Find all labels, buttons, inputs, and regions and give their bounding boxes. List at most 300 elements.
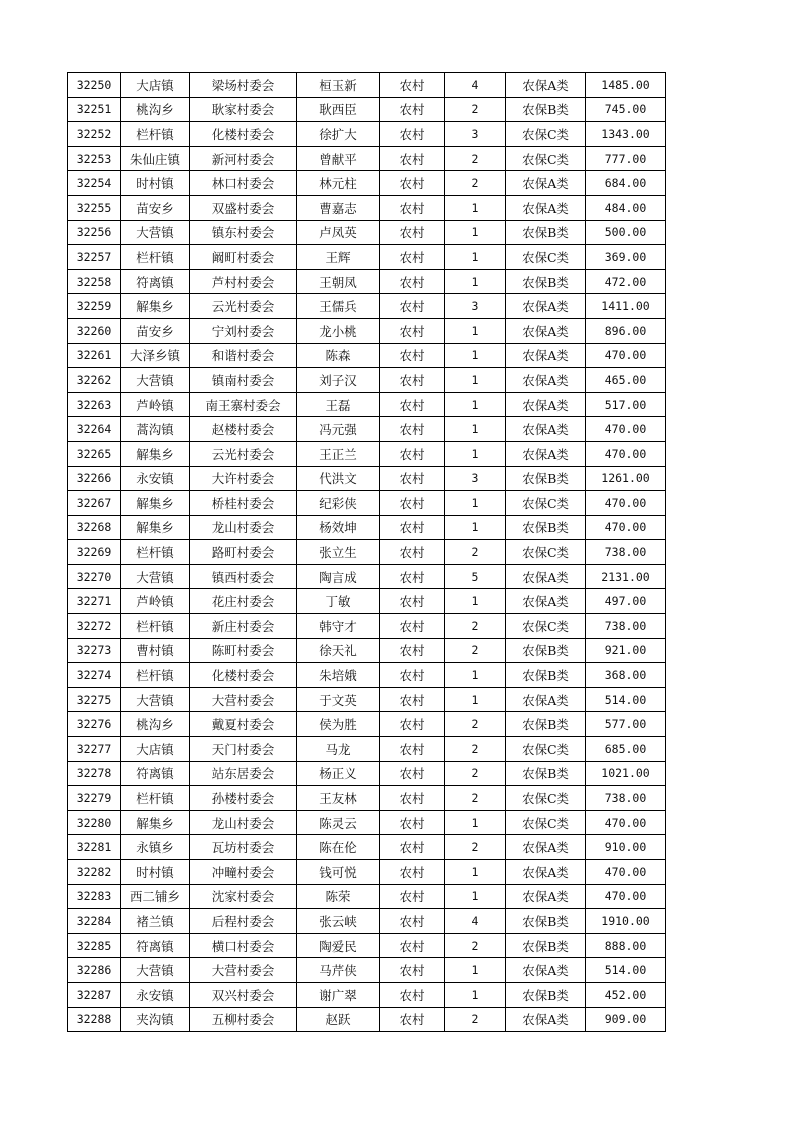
table-row: [68, 466, 666, 491]
record-id-cell: 32266: [68, 466, 121, 491]
records-table: [67, 72, 666, 1032]
village-committee-cell: 桥桂村委会: [190, 491, 297, 516]
town-cell: 大店镇: [121, 73, 190, 98]
amount-cell: 470.00: [586, 860, 666, 885]
amount-cell: 472.00: [586, 269, 666, 294]
area-type-cell: 农村: [380, 564, 445, 589]
table-row: [68, 245, 666, 270]
household-count-cell: 1: [445, 860, 506, 885]
record-id-cell: 32271: [68, 589, 121, 614]
household-count-cell: 1: [445, 245, 506, 270]
town-cell: 芦岭镇: [121, 589, 190, 614]
table-row: [68, 220, 666, 245]
person-name-cell: 王辉: [297, 245, 380, 270]
village-committee-cell: 冲疃村委会: [190, 860, 297, 885]
village-committee-cell: 后程村委会: [190, 909, 297, 934]
household-count-cell: 2: [445, 737, 506, 762]
record-id-cell: 32279: [68, 786, 121, 811]
village-committee-cell: 大许村委会: [190, 466, 297, 491]
person-name-cell: 陈森: [297, 343, 380, 368]
table-row: [68, 441, 666, 466]
insurance-category-cell: 农保B类: [506, 712, 586, 737]
insurance-category-cell: 农保B类: [506, 515, 586, 540]
table-body: [68, 73, 666, 1032]
household-count-cell: 1: [445, 441, 506, 466]
table-row: [68, 73, 666, 98]
table-row: [68, 269, 666, 294]
area-type-cell: 农村: [380, 122, 445, 147]
area-type-cell: 农村: [380, 73, 445, 98]
amount-cell: 745.00: [586, 97, 666, 122]
town-cell: 时村镇: [121, 171, 190, 196]
household-count-cell: 4: [445, 73, 506, 98]
town-cell: 解集乡: [121, 491, 190, 516]
amount-cell: 738.00: [586, 614, 666, 639]
area-type-cell: 农村: [380, 343, 445, 368]
record-id-cell: 32285: [68, 933, 121, 958]
village-committee-cell: 沈家村委会: [190, 884, 297, 909]
amount-cell: 484.00: [586, 195, 666, 220]
insurance-category-cell: 农保B类: [506, 909, 586, 934]
town-cell: 时村镇: [121, 860, 190, 885]
area-type-cell: 农村: [380, 860, 445, 885]
household-count-cell: 2: [445, 786, 506, 811]
table-row: [68, 318, 666, 343]
insurance-category-cell: 农保C类: [506, 786, 586, 811]
table-row: [68, 958, 666, 983]
insurance-category-cell: 农保A类: [506, 564, 586, 589]
area-type-cell: 农村: [380, 663, 445, 688]
town-cell: 大营镇: [121, 958, 190, 983]
table-row: [68, 122, 666, 147]
insurance-category-cell: 农保A类: [506, 171, 586, 196]
area-type-cell: 农村: [380, 712, 445, 737]
table-row: [68, 97, 666, 122]
village-committee-cell: 陈町村委会: [190, 638, 297, 663]
amount-cell: 465.00: [586, 368, 666, 393]
amount-cell: 738.00: [586, 540, 666, 565]
insurance-category-cell: 农保A类: [506, 1007, 586, 1032]
area-type-cell: 农村: [380, 835, 445, 860]
insurance-category-cell: 农保B类: [506, 97, 586, 122]
amount-cell: 470.00: [586, 441, 666, 466]
household-count-cell: 1: [445, 269, 506, 294]
village-committee-cell: 双兴村委会: [190, 982, 297, 1007]
record-id-cell: 32272: [68, 614, 121, 639]
insurance-category-cell: 农保A类: [506, 687, 586, 712]
village-committee-cell: 孙楼村委会: [190, 786, 297, 811]
record-id-cell: 32288: [68, 1007, 121, 1032]
record-id-cell: 32269: [68, 540, 121, 565]
person-name-cell: 陈荣: [297, 884, 380, 909]
village-committee-cell: 赵楼村委会: [190, 417, 297, 442]
record-id-cell: 32273: [68, 638, 121, 663]
town-cell: 桃沟乡: [121, 712, 190, 737]
table-row: [68, 540, 666, 565]
record-id-cell: 32263: [68, 392, 121, 417]
area-type-cell: 农村: [380, 909, 445, 934]
record-id-cell: 32280: [68, 810, 121, 835]
household-count-cell: 1: [445, 318, 506, 343]
village-committee-cell: 镇南村委会: [190, 368, 297, 393]
amount-cell: 2131.00: [586, 564, 666, 589]
village-committee-cell: 五柳村委会: [190, 1007, 297, 1032]
amount-cell: 470.00: [586, 343, 666, 368]
area-type-cell: 农村: [380, 982, 445, 1007]
table-row: [68, 294, 666, 319]
insurance-category-cell: 农保A类: [506, 73, 586, 98]
table-row: [68, 564, 666, 589]
village-committee-cell: 和谐村委会: [190, 343, 297, 368]
person-name-cell: 陈灵云: [297, 810, 380, 835]
record-id-cell: 32258: [68, 269, 121, 294]
table-row: [68, 663, 666, 688]
insurance-category-cell: 农保C类: [506, 122, 586, 147]
household-count-cell: 2: [445, 712, 506, 737]
area-type-cell: 农村: [380, 540, 445, 565]
record-id-cell: 32275: [68, 687, 121, 712]
area-type-cell: 农村: [380, 761, 445, 786]
table-row: [68, 392, 666, 417]
insurance-category-cell: 农保A类: [506, 294, 586, 319]
village-committee-cell: 新河村委会: [190, 146, 297, 171]
town-cell: 芦岭镇: [121, 392, 190, 417]
person-name-cell: 马芹侠: [297, 958, 380, 983]
area-type-cell: 农村: [380, 220, 445, 245]
record-id-cell: 32262: [68, 368, 121, 393]
record-id-cell: 32250: [68, 73, 121, 98]
record-id-cell: 32264: [68, 417, 121, 442]
amount-cell: 1910.00: [586, 909, 666, 934]
village-committee-cell: 横口村委会: [190, 933, 297, 958]
household-count-cell: 3: [445, 122, 506, 147]
record-id-cell: 32286: [68, 958, 121, 983]
village-committee-cell: 梁场村委会: [190, 73, 297, 98]
amount-cell: 452.00: [586, 982, 666, 1007]
record-id-cell: 32259: [68, 294, 121, 319]
record-id-cell: 32253: [68, 146, 121, 171]
amount-cell: 909.00: [586, 1007, 666, 1032]
person-name-cell: 耿西臣: [297, 97, 380, 122]
table-row: [68, 835, 666, 860]
insurance-category-cell: 农保A类: [506, 958, 586, 983]
record-id-cell: 32256: [68, 220, 121, 245]
table-row: [68, 786, 666, 811]
insurance-category-cell: 农保C类: [506, 737, 586, 762]
person-name-cell: 马龙: [297, 737, 380, 762]
household-count-cell: 2: [445, 171, 506, 196]
village-committee-cell: 龙山村委会: [190, 810, 297, 835]
village-committee-cell: 化楼村委会: [190, 122, 297, 147]
insurance-category-cell: 农保B类: [506, 638, 586, 663]
area-type-cell: 农村: [380, 589, 445, 614]
area-type-cell: 农村: [380, 417, 445, 442]
town-cell: 解集乡: [121, 810, 190, 835]
insurance-category-cell: 农保A类: [506, 392, 586, 417]
table-row: [68, 712, 666, 737]
person-name-cell: 陶爱民: [297, 933, 380, 958]
village-committee-cell: 路町村委会: [190, 540, 297, 565]
record-id-cell: 32277: [68, 737, 121, 762]
town-cell: 褚兰镇: [121, 909, 190, 934]
town-cell: 大店镇: [121, 737, 190, 762]
household-count-cell: 1: [445, 982, 506, 1007]
table-row: [68, 761, 666, 786]
record-id-cell: 32282: [68, 860, 121, 885]
town-cell: 永安镇: [121, 466, 190, 491]
town-cell: 符离镇: [121, 761, 190, 786]
village-committee-cell: 云光村委会: [190, 441, 297, 466]
area-type-cell: 农村: [380, 441, 445, 466]
village-committee-cell: 阚町村委会: [190, 245, 297, 270]
insurance-category-cell: 农保A类: [506, 441, 586, 466]
person-name-cell: 王磊: [297, 392, 380, 417]
amount-cell: 497.00: [586, 589, 666, 614]
insurance-category-cell: 农保A类: [506, 368, 586, 393]
record-id-cell: 32274: [68, 663, 121, 688]
record-id-cell: 32261: [68, 343, 121, 368]
table-row: [68, 491, 666, 516]
area-type-cell: 农村: [380, 491, 445, 516]
insurance-category-cell: 农保C类: [506, 810, 586, 835]
table-row: [68, 737, 666, 762]
household-count-cell: 5: [445, 564, 506, 589]
person-name-cell: 曹嘉志: [297, 195, 380, 220]
area-type-cell: 农村: [380, 933, 445, 958]
person-name-cell: 徐天礼: [297, 638, 380, 663]
town-cell: 大营镇: [121, 368, 190, 393]
insurance-category-cell: 农保C类: [506, 146, 586, 171]
area-type-cell: 农村: [380, 146, 445, 171]
town-cell: 解集乡: [121, 441, 190, 466]
table-row: [68, 515, 666, 540]
amount-cell: 514.00: [586, 958, 666, 983]
insurance-category-cell: 农保A类: [506, 835, 586, 860]
town-cell: 苗安乡: [121, 195, 190, 220]
record-id-cell: 32252: [68, 122, 121, 147]
record-id-cell: 32278: [68, 761, 121, 786]
household-count-cell: 2: [445, 638, 506, 663]
table-row: [68, 933, 666, 958]
household-count-cell: 1: [445, 884, 506, 909]
record-id-cell: 32267: [68, 491, 121, 516]
area-type-cell: 农村: [380, 810, 445, 835]
person-name-cell: 杨正义: [297, 761, 380, 786]
amount-cell: 517.00: [586, 392, 666, 417]
village-committee-cell: 花庄村委会: [190, 589, 297, 614]
town-cell: 蒿沟镇: [121, 417, 190, 442]
person-name-cell: 韩守才: [297, 614, 380, 639]
village-committee-cell: 龙山村委会: [190, 515, 297, 540]
record-id-cell: 32251: [68, 97, 121, 122]
area-type-cell: 农村: [380, 294, 445, 319]
table-row: [68, 146, 666, 171]
town-cell: 曹村镇: [121, 638, 190, 663]
person-name-cell: 赵跃: [297, 1007, 380, 1032]
amount-cell: 1343.00: [586, 122, 666, 147]
town-cell: 苗安乡: [121, 318, 190, 343]
household-count-cell: 2: [445, 835, 506, 860]
village-committee-cell: 戴夏村委会: [190, 712, 297, 737]
amount-cell: 910.00: [586, 835, 666, 860]
person-name-cell: 陈在伦: [297, 835, 380, 860]
amount-cell: 577.00: [586, 712, 666, 737]
person-name-cell: 刘子汉: [297, 368, 380, 393]
household-count-cell: 1: [445, 343, 506, 368]
insurance-category-cell: 农保A类: [506, 589, 586, 614]
village-committee-cell: 耿家村委会: [190, 97, 297, 122]
insurance-category-cell: 农保B类: [506, 269, 586, 294]
household-count-cell: 1: [445, 958, 506, 983]
area-type-cell: 农村: [380, 884, 445, 909]
village-committee-cell: 云光村委会: [190, 294, 297, 319]
insurance-category-cell: 农保B类: [506, 933, 586, 958]
person-name-cell: 张云峡: [297, 909, 380, 934]
village-committee-cell: 宁刘村委会: [190, 318, 297, 343]
household-count-cell: 1: [445, 515, 506, 540]
person-name-cell: 谢广翠: [297, 982, 380, 1007]
table-row: [68, 884, 666, 909]
person-name-cell: 桓玉新: [297, 73, 380, 98]
area-type-cell: 农村: [380, 318, 445, 343]
insurance-category-cell: 农保C类: [506, 491, 586, 516]
table-row: [68, 589, 666, 614]
amount-cell: 1021.00: [586, 761, 666, 786]
town-cell: 永镇乡: [121, 835, 190, 860]
household-count-cell: 2: [445, 540, 506, 565]
town-cell: 大营镇: [121, 220, 190, 245]
person-name-cell: 钱可悦: [297, 860, 380, 885]
village-committee-cell: 大营村委会: [190, 958, 297, 983]
table-row: [68, 909, 666, 934]
amount-cell: 888.00: [586, 933, 666, 958]
person-name-cell: 冯元强: [297, 417, 380, 442]
table-row: [68, 195, 666, 220]
table-row: [68, 417, 666, 442]
insurance-category-cell: 农保B类: [506, 466, 586, 491]
amount-cell: 470.00: [586, 810, 666, 835]
town-cell: 栏杆镇: [121, 540, 190, 565]
table-row: [68, 860, 666, 885]
town-cell: 栏杆镇: [121, 614, 190, 639]
amount-cell: 738.00: [586, 786, 666, 811]
village-committee-cell: 镇东村委会: [190, 220, 297, 245]
town-cell: 大营镇: [121, 687, 190, 712]
household-count-cell: 1: [445, 368, 506, 393]
household-count-cell: 2: [445, 761, 506, 786]
village-committee-cell: 双盛村委会: [190, 195, 297, 220]
record-id-cell: 32260: [68, 318, 121, 343]
amount-cell: 896.00: [586, 318, 666, 343]
record-id-cell: 32257: [68, 245, 121, 270]
town-cell: 解集乡: [121, 515, 190, 540]
person-name-cell: 龙小桃: [297, 318, 380, 343]
amount-cell: 1411.00: [586, 294, 666, 319]
person-name-cell: 王正兰: [297, 441, 380, 466]
table-row: [68, 614, 666, 639]
household-count-cell: 1: [445, 810, 506, 835]
person-name-cell: 侯为胜: [297, 712, 380, 737]
household-count-cell: 2: [445, 97, 506, 122]
village-committee-cell: 林口村委会: [190, 171, 297, 196]
amount-cell: 470.00: [586, 417, 666, 442]
household-count-cell: 1: [445, 392, 506, 417]
table-row: [68, 368, 666, 393]
record-id-cell: 32276: [68, 712, 121, 737]
person-name-cell: 王儒兵: [297, 294, 380, 319]
household-count-cell: 2: [445, 1007, 506, 1032]
record-id-cell: 32255: [68, 195, 121, 220]
person-name-cell: 陶言成: [297, 564, 380, 589]
town-cell: 大营镇: [121, 564, 190, 589]
household-count-cell: 1: [445, 663, 506, 688]
village-committee-cell: 芦村村委会: [190, 269, 297, 294]
person-name-cell: 代洪文: [297, 466, 380, 491]
table-row: [68, 638, 666, 663]
person-name-cell: 纪彩侠: [297, 491, 380, 516]
area-type-cell: 农村: [380, 687, 445, 712]
household-count-cell: 3: [445, 466, 506, 491]
insurance-category-cell: 农保A类: [506, 318, 586, 343]
person-name-cell: 王朝凤: [297, 269, 380, 294]
area-type-cell: 农村: [380, 245, 445, 270]
town-cell: 永安镇: [121, 982, 190, 1007]
town-cell: 朱仙庄镇: [121, 146, 190, 171]
area-type-cell: 农村: [380, 368, 445, 393]
insurance-category-cell: 农保A类: [506, 417, 586, 442]
amount-cell: 500.00: [586, 220, 666, 245]
person-name-cell: 杨效坤: [297, 515, 380, 540]
record-id-cell: 32281: [68, 835, 121, 860]
insurance-category-cell: 农保C类: [506, 614, 586, 639]
household-count-cell: 1: [445, 687, 506, 712]
insurance-category-cell: 农保A类: [506, 860, 586, 885]
person-name-cell: 王友林: [297, 786, 380, 811]
amount-cell: 514.00: [586, 687, 666, 712]
amount-cell: 685.00: [586, 737, 666, 762]
town-cell: 栏杆镇: [121, 122, 190, 147]
town-cell: 栏杆镇: [121, 663, 190, 688]
town-cell: 桃沟乡: [121, 97, 190, 122]
village-committee-cell: 新庄村委会: [190, 614, 297, 639]
village-committee-cell: 天门村委会: [190, 737, 297, 762]
amount-cell: 470.00: [586, 884, 666, 909]
person-name-cell: 朱培娥: [297, 663, 380, 688]
town-cell: 夹沟镇: [121, 1007, 190, 1032]
area-type-cell: 农村: [380, 786, 445, 811]
area-type-cell: 农村: [380, 392, 445, 417]
area-type-cell: 农村: [380, 97, 445, 122]
household-count-cell: 1: [445, 491, 506, 516]
area-type-cell: 农村: [380, 638, 445, 663]
person-name-cell: 曾献平: [297, 146, 380, 171]
area-type-cell: 农村: [380, 958, 445, 983]
record-id-cell: 32268: [68, 515, 121, 540]
person-name-cell: 林元柱: [297, 171, 380, 196]
village-committee-cell: 南王寨村委会: [190, 392, 297, 417]
record-id-cell: 32254: [68, 171, 121, 196]
amount-cell: 369.00: [586, 245, 666, 270]
town-cell: 栏杆镇: [121, 245, 190, 270]
person-name-cell: 丁敏: [297, 589, 380, 614]
town-cell: 大泽乡镇: [121, 343, 190, 368]
person-name-cell: 徐扩大: [297, 122, 380, 147]
insurance-category-cell: 农保B类: [506, 663, 586, 688]
insurance-category-cell: 农保B类: [506, 761, 586, 786]
record-id-cell: 32284: [68, 909, 121, 934]
area-type-cell: 农村: [380, 515, 445, 540]
town-cell: 符离镇: [121, 933, 190, 958]
